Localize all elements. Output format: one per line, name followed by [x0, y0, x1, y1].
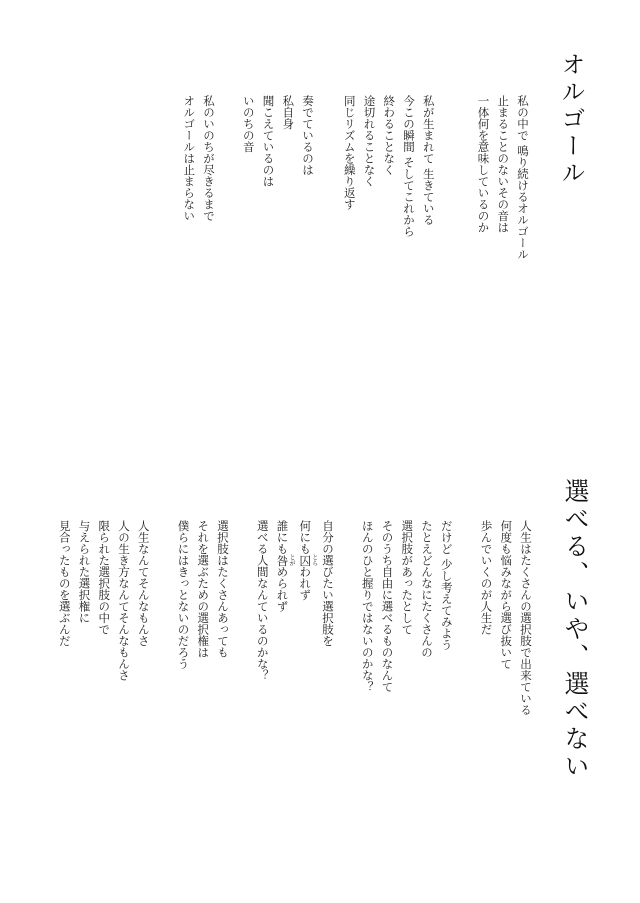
ruby-base: 咎	[275, 554, 290, 567]
line-segment: められず	[275, 566, 290, 612]
poem-line: そのうち自由に選べるものなんて	[380, 520, 395, 693]
stanza	[357, 520, 456, 820]
poem-line: 私が生まれて 生きている	[421, 95, 436, 226]
poem-line: 歩んでいくのが人生だ	[479, 520, 494, 635]
stanza	[238, 95, 317, 395]
poem-title: オルゴール	[557, 52, 585, 187]
poem-line: それを選ぶための選択権は	[196, 520, 211, 658]
poem-line: 選択肢があったとして	[400, 520, 415, 635]
poem-body	[54, 520, 535, 820]
poem-line: 限られた選択肢の中で	[97, 520, 112, 635]
ruby-word	[298, 554, 318, 567]
poem-line	[272, 520, 295, 820]
stanza	[339, 95, 438, 395]
poem-line: 私のいのちが尽きるまで	[202, 95, 216, 222]
ruby-reading: とら	[310, 554, 318, 567]
poem-line: 選択肢はたくさんあっても	[216, 520, 230, 658]
line-segment: 何にも	[298, 520, 313, 555]
poem-line: 聞こえているのは	[261, 95, 276, 187]
poem-line: 今この瞬間 そしてこれから	[402, 95, 416, 237]
stanza	[179, 95, 219, 395]
stanza	[476, 520, 535, 820]
poem-line: 止まることのないその音は	[496, 95, 511, 233]
poem-line: 途切れることなく	[362, 95, 377, 187]
poem-body	[179, 95, 533, 395]
stanza	[473, 95, 532, 395]
poem-line	[295, 520, 318, 820]
poem-line: オルゴールは止まらない	[182, 95, 197, 222]
poem-line: 何度も悩みながら選び抜いて	[499, 520, 514, 670]
ruby-base: 囚	[298, 554, 313, 567]
stanza	[54, 520, 153, 820]
poem-line: 終わることなく	[382, 95, 397, 176]
poem-line: たとえどんなにたくさんの	[420, 520, 434, 658]
stanza	[252, 520, 337, 820]
ruby-word	[275, 554, 295, 567]
poem-line: 一体何を意味しているのか	[476, 95, 491, 233]
poem-line: だけど 少し考えてみよう	[439, 520, 454, 651]
poem-line: 奏でているのは	[301, 95, 315, 176]
poem-line: 自分の選びたい選択肢を	[321, 520, 335, 647]
poem-line: 僕らにはきっとないのだろう	[176, 520, 191, 670]
ruby-reading: とが	[288, 554, 295, 567]
poem-line: ほんのひと握りではないのかな？	[360, 520, 375, 693]
poem-line: 見合ったものを選ぶんだ	[57, 520, 72, 647]
poem-line: 同じリズムを繰り返す	[342, 95, 357, 210]
poem-line: 人生なんてそんなもんさ	[136, 520, 151, 647]
poem-line: 与えられた選択権に	[77, 520, 92, 624]
poem-line: 人の生き方なんてそんなもんさ	[117, 520, 131, 681]
poem-title: 選べる、いや、選べない	[561, 478, 590, 781]
line-segment: われず	[298, 566, 313, 601]
poem-line: 私の中で 鳴り続けるオルゴール	[516, 95, 530, 260]
poem-line: 人生はたくさんの選択肢で出来ている	[519, 520, 533, 716]
line-segment: 誰にも	[275, 520, 290, 555]
stanza	[173, 520, 232, 820]
poem-line: いのちの音	[241, 95, 256, 153]
poem-line: 選べる人間なんているのかな？	[255, 520, 270, 681]
poem-line: 私自身	[281, 95, 296, 130]
